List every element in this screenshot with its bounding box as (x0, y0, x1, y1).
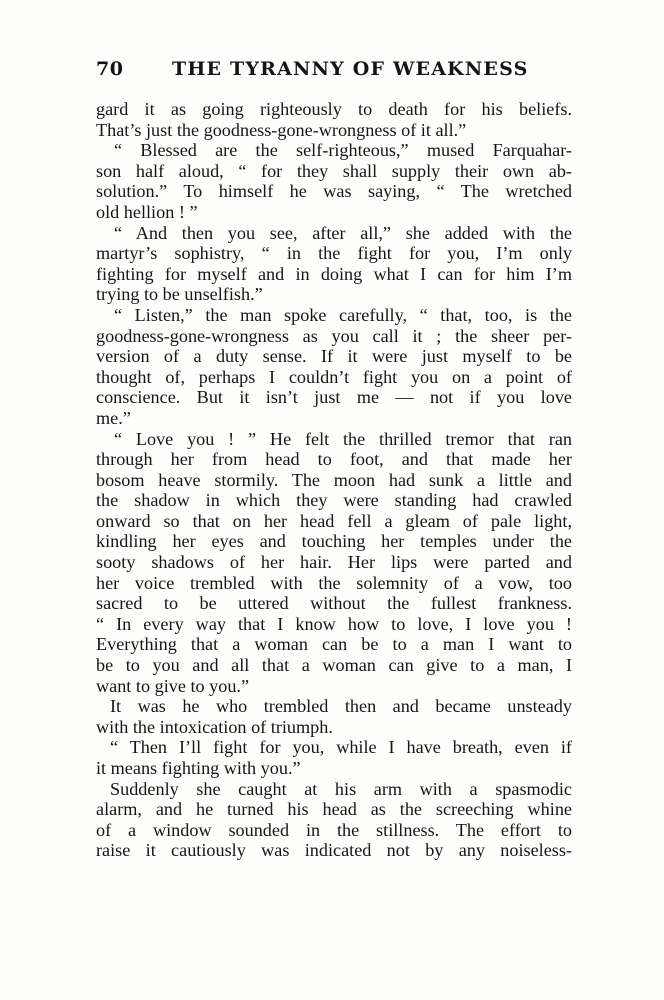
text-line: That’s just the goodness-gone-wrongness of it all.” (96, 119, 467, 140)
text-line: of a window sounded in the stillness. The effort to (96, 819, 572, 840)
text-line: me.” (96, 407, 131, 428)
text-line: “ In every way that I know how to love, I love you ! (96, 613, 572, 634)
text-line: version of a duty sense. If it were just myself to be (96, 346, 572, 367)
text-line: son half aloud, “ for they shall supply their own ab- (96, 160, 572, 181)
text-line: onward so that on her head fell a gleam of pale light, (96, 510, 572, 531)
page-number: 70 (96, 58, 124, 80)
text-line: fighting for myself and in doing what I can for him I’m (96, 263, 572, 284)
text-line: “ And then you see, after all,” she added with the (114, 222, 572, 243)
text-line: it means fighting with you.” (96, 758, 301, 778)
text-line: goodness-gone-wrongness as you call it ; the sheer per- (96, 325, 572, 346)
text-line: “ Then I’ll fight for you, while I have breath, even if (110, 737, 572, 758)
text-line: be to you and all that a woman can give to a man, I (96, 655, 572, 676)
text-line: want to give to you.” (96, 675, 250, 696)
text-line: thought of, perhaps I couldn’t fight you on a point of (96, 366, 572, 387)
text-line: kindling her eyes and touching her temples under the (96, 531, 572, 552)
text-line: through her from head to foot, and that made her (96, 449, 572, 470)
body-text (96, 99, 572, 861)
text-line: “ Blessed are the self-righteous,” mused Farquahar- (114, 140, 572, 161)
text-line: “ Love you ! ” He felt the thrilled tremor that ran (114, 428, 572, 449)
text-line: It was he who trembled then and became unsteady (110, 696, 572, 717)
text-line: conscience. But it isn’t just me — not if you love (96, 387, 572, 408)
text-line: alarm, and he turned his head as the screeching whine (96, 799, 572, 820)
text-line: old hellion ! ” (96, 201, 198, 222)
page-header (96, 58, 572, 86)
text-line: “ Listen,” the man spoke carefully, “ that, too, is the (114, 304, 572, 325)
text-line: gard it as going righteously to death for his beliefs. (96, 99, 572, 119)
text-line: her voice trembled with the solemnity of a vow, too (96, 572, 572, 593)
text-line: trying to be unselfish.” (96, 284, 263, 305)
text-line: bosom heave stormily. The moon had sunk a little and (96, 469, 572, 490)
running-title: THE TYRANNY OF WEAKNESS (172, 58, 529, 80)
text-line: the shadow in which they were standing had crawled (96, 490, 572, 511)
text-line: Suddenly she caught at his arm with a spasmodic (110, 778, 572, 799)
text-line: sooty shadows of her hair. Her lips were parted and (96, 552, 572, 573)
text-line: with the intoxication of triumph. (96, 716, 333, 737)
text-line: raise it cautiously was indicated not by any noiseless- (96, 840, 572, 861)
text-line: Everything that a woman can be to a man I want to (96, 634, 572, 655)
text-line: solution.” To himself he was saying, “ The wretched (96, 181, 572, 202)
text-line: martyr’s sophistry, “ in the fight for you, I’m only (96, 243, 572, 264)
text-line: sacred to be uttered without the fullest frankness. (96, 593, 572, 614)
